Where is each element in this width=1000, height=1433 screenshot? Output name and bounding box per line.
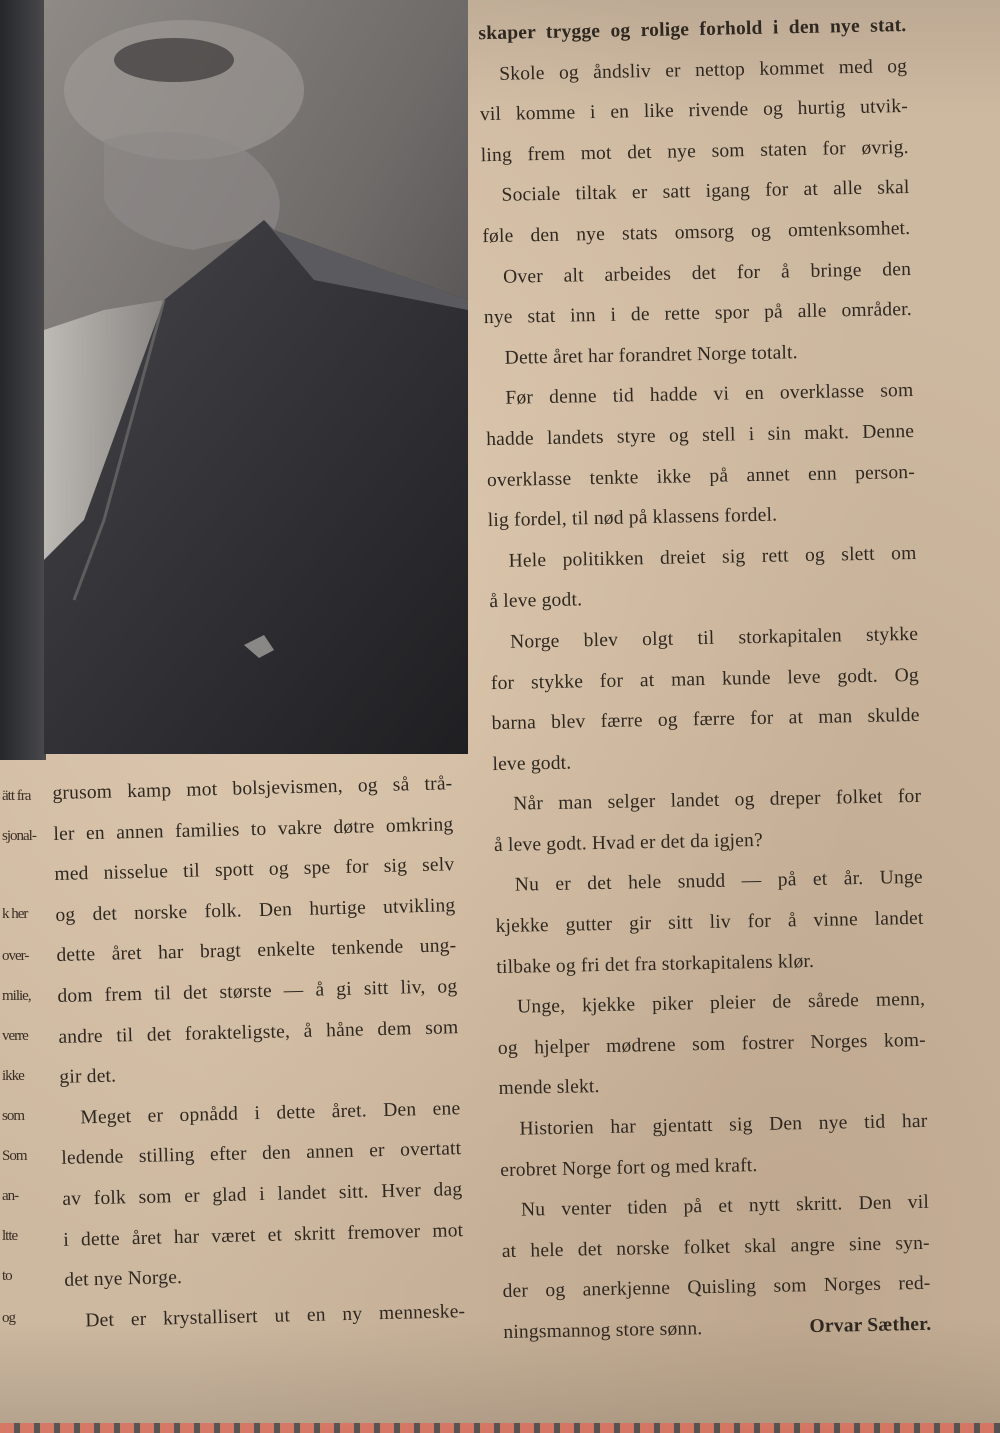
text-line: kjekke gutter gir sitt liv for å vinne landet — [495, 907, 924, 938]
author-signature: Orvar Sæther. — [809, 1313, 932, 1338]
margin-fragment: ätt fra — [2, 788, 31, 804]
text-line: ling frem mot det nye som staten for øvrig. — [480, 136, 909, 166]
text-line: hadde landets styre og stell i sin makt. Denne — [486, 420, 915, 451]
text-line: at hele det norske folket skal angre sine syn- — [501, 1232, 930, 1262]
text-line: Sociale tiltak er satt igang for at alle skal — [501, 177, 910, 207]
text-line: skaper trygge og rolige forhold i den nye stat. — [478, 14, 907, 45]
text-line: Unge, kjekke piker pleier de sårede menn, — [516, 989, 926, 1018]
text-line: dom frem til det største — å gi sitt liv, og — [57, 976, 458, 1007]
text-line: overklasse tenkte ikke på annet enn person- — [486, 461, 916, 491]
text-line: Når man selger landet og dreper folket for — [513, 786, 922, 815]
margin-fragment: milie, — [2, 988, 31, 1004]
text-line: Hele politikken dreiet sig rett og slett om — [508, 542, 917, 572]
portrait-photo-graphic — [44, 0, 468, 754]
portrait-photo — [44, 0, 468, 754]
text-line: og hjelper mødrene som fostrer Norges kom- — [497, 1029, 927, 1059]
text-line: Skole og åndsliv er nettop kommet med og — [499, 55, 908, 85]
text-line: Nu venter tiden på et nytt skritt. Den vil — [520, 1192, 930, 1221]
text-line: med nisselue til spott og spe for sig selv — [54, 854, 455, 886]
text-line: Norge blev olgt til storkapitalen stykke — [509, 623, 919, 653]
text-line: Dette året har forandret Norge totalt. — [504, 341, 798, 369]
text-line: nye stat inn i de rette spor på alle områder. — [483, 299, 913, 329]
text-line: dette året har bragt enkelte tenkende ung- — [56, 935, 457, 967]
text-line: Meget er opnådd i dette året. Den ene — [80, 1097, 461, 1129]
text-line: leve godt. — [492, 752, 572, 775]
text-line: vil komme i en like rivende og hurtig utvik- — [479, 96, 909, 126]
text-line: av folk som er glad i landet sitt. Hver dag — [62, 1179, 463, 1210]
text-line: Det er krystallisert ut en ny menneske- — [85, 1300, 466, 1332]
right-text-column — [478, 6, 932, 1354]
text-line: tilbake og fri det fra storkapitalens klør. — [496, 950, 815, 978]
margin-fragment: Som — [2, 1148, 27, 1164]
margin-fragment: og — [2, 1310, 15, 1326]
text-line: erobret Norge fort og med kraft. — [500, 1154, 758, 1181]
margin-fragment: som — [2, 1108, 25, 1124]
text-line: Før denne tid hadde vi en overklasse som — [505, 380, 914, 410]
text-line: ler en annen families to vakre døtre omkring — [53, 813, 454, 845]
text-line: gir det. — [59, 1065, 117, 1089]
text-line: der og anerkjenne Quisling som Norges red- — [502, 1273, 931, 1303]
text-line: og det norske folk. Den hurtige utvikling — [55, 894, 456, 926]
margin-fragment: to — [2, 1268, 12, 1284]
text-line: ningsmannog store sønn. — [503, 1318, 703, 1343]
spine-shadow — [0, 0, 46, 760]
text-line: føle den nye stats omsorg og omtenksomhet. — [482, 217, 911, 248]
text-line: i dette året har været et skritt fremover mot — [63, 1219, 464, 1251]
left-text-column — [52, 764, 466, 1342]
margin-fragment: verre — [2, 1028, 28, 1044]
text-line: Nu er det hele snudd — på et år. Unge — [514, 867, 923, 897]
text-line: lig fordel, til nød på klassens fordel. — [487, 504, 778, 532]
margin-fragment: ltte — [2, 1228, 18, 1244]
text-line: barna blev færre og færre for at man skulde — [491, 704, 920, 735]
text-line: det nye Norge. — [64, 1267, 183, 1291]
margin-fragment: ikke — [2, 1068, 24, 1084]
page-bottom-edge — [0, 1423, 1000, 1433]
margin-fragment: k her — [2, 906, 28, 922]
text-line: å leve godt. Hvad er det da igjen? — [493, 829, 764, 856]
margin-fragment: over- — [2, 948, 29, 964]
left-page-margin-fragments — [0, 770, 46, 1350]
text-line: andre til det forakteligste, å håne dem som — [58, 1016, 459, 1048]
text-line: for stykke for at man kunde leve godt. Og — [490, 664, 920, 694]
margin-fragment: an- — [2, 1188, 19, 1204]
text-line: å leve godt. — [489, 589, 583, 613]
text-line-with-signature — [503, 1305, 932, 1354]
text-line: Over alt arbeides det for å bringe den — [502, 258, 912, 288]
text-line: ledende stilling efter den annen er overtatt — [61, 1138, 462, 1170]
text-line: mende slekt. — [498, 1076, 600, 1100]
text-line: grusom kamp mot bolsjevismen, og så trå- — [52, 773, 453, 804]
text-line: Historien har gjentatt sig Den nye tid har — [519, 1110, 928, 1140]
margin-fragment: sjonal- — [2, 828, 36, 844]
